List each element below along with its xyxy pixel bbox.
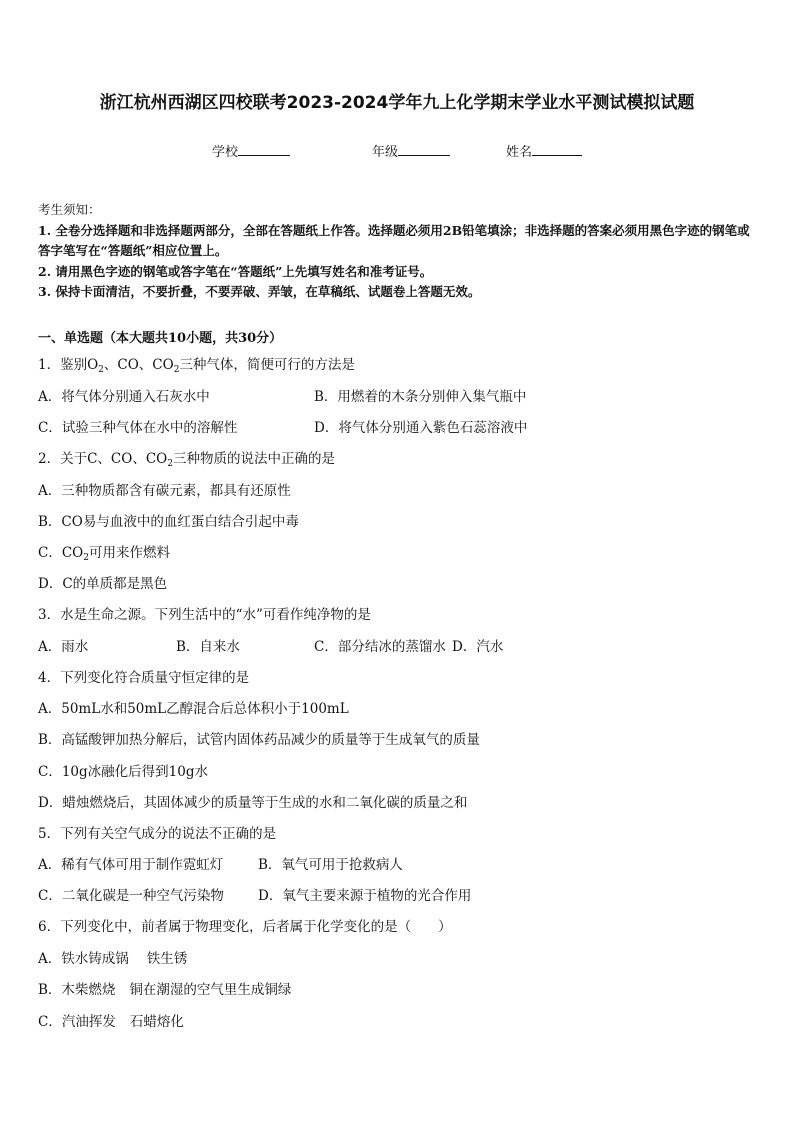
- q5-option-d[interactable]: D．氧气主要来源于植物的光合作用: [258, 888, 472, 904]
- grade-blank[interactable]: [398, 143, 450, 156]
- grade-label: 年级: [372, 145, 399, 160]
- name-label: 姓名: [506, 145, 533, 160]
- q2-option-c-part: C．CO: [38, 545, 84, 561]
- q4-option-c[interactable]: C．10g冰融化后得到10g水: [38, 764, 208, 780]
- q2-option-c-part: 可用来作燃料: [88, 545, 170, 561]
- q1-stem-part: 、CO、CO: [103, 357, 174, 373]
- q2-stem-part: 2．关于C、CO、CO: [38, 451, 168, 467]
- q1-option-d[interactable]: D．将气体分别通入紫色石蕊溶液中: [314, 420, 528, 436]
- question-1-stem: [38, 353, 355, 375]
- q2-sub: 2: [83, 553, 89, 563]
- q1-sub: 2: [173, 365, 180, 375]
- q5-option-a[interactable]: A．稀有气体可用于制作霓虹灯: [38, 857, 224, 873]
- q2-option-c[interactable]: [38, 541, 170, 563]
- q6-option-a-second: 铁生锈: [146, 951, 188, 967]
- q2-stem-part: 三种物质的说法中正确的是: [172, 451, 335, 467]
- question-3-stem: 3．水是生命之源。下列生活中的“水”可看作纯净物的是: [38, 607, 371, 623]
- q1-option-a[interactable]: A．将气体分别通入石灰水中: [38, 389, 210, 405]
- q6-option-b-second: 铜在潮湿的空气里生成铜绿: [129, 982, 292, 998]
- q3-option-c[interactable]: C．部分结冰的蒸馏水: [314, 639, 446, 655]
- q2-option-b[interactable]: B．CO易与血液中的血红蛋白结合引起中毒: [38, 514, 299, 530]
- grade-field[interactable]: [372, 141, 450, 160]
- q4-option-b[interactable]: B．高锰酸钾加热分解后，试管内固体药品减少的质量等于生成氧气的质量: [38, 732, 480, 748]
- school-field[interactable]: [212, 141, 290, 160]
- q2-sub: 2: [167, 459, 173, 469]
- name-blank[interactable]: [532, 143, 582, 156]
- question-2-stem: [38, 447, 335, 469]
- q4-option-a[interactable]: A．50mL水和50mL乙醇混合后总体积小于100mL: [38, 701, 349, 717]
- notice-item-2: 2. 请用黑色字迹的钢笔或答字笔在“答题纸”上先填写姓名和准考证号。: [38, 263, 433, 279]
- q5-option-b[interactable]: B．氧气可用于抢救病人: [258, 857, 403, 873]
- q6-option-a-first: A．铁水铸成锅: [38, 951, 129, 967]
- q4-option-d[interactable]: D．蜡烛燃烧后，其固体减少的质量等于生成的水和二氧化碳的质量之和: [38, 795, 468, 811]
- exam-notice: [38, 200, 758, 303]
- page-title: 浙江杭州西湖区四校联考2023-2024学年九上化学期末学业水平测试模拟试题: [99, 93, 695, 113]
- name-field[interactable]: [506, 141, 582, 160]
- q3-option-d[interactable]: D．汽水: [452, 639, 504, 655]
- school-blank[interactable]: [238, 143, 290, 156]
- q6-option-b[interactable]: [38, 978, 291, 998]
- q5-option-c[interactable]: C．二氧化碳是一种空气污染物: [38, 888, 224, 904]
- school-label: 学校: [212, 145, 239, 160]
- section-title: 一、单选题（本大题共10小题，共30分）: [38, 331, 283, 346]
- q6-option-a[interactable]: [38, 947, 187, 967]
- question-4-stem: 4．下列变化符合质量守恒定律的是: [38, 670, 250, 686]
- q1-sub: 2: [98, 365, 104, 375]
- q1-stem-part: 1．鉴别O: [38, 357, 99, 373]
- q6-option-c-first: C．汽油挥发: [38, 1014, 116, 1030]
- notice-heading: 考生须知：: [38, 202, 101, 217]
- q3-option-b[interactable]: B．自来水: [176, 639, 240, 655]
- q6-option-c-second: 石蜡熔化: [129, 1014, 184, 1030]
- notice-item-1: 1. 全卷分选择题和非选择题两部分，全部在答题纸上作答。选择题必须用2B铅笔填涂；非选择题的答案必须用黑色字迹的钢笔或答字笔写在“答题纸”相应位置上。: [38, 222, 750, 258]
- q1-option-b[interactable]: B．用燃着的木条分别伸入集气瓶中: [314, 389, 527, 405]
- q3-option-a[interactable]: A．雨水: [38, 639, 89, 655]
- q2-option-a[interactable]: A．三种物质都含有碳元素，都具有还原性: [38, 483, 291, 499]
- q6-option-c[interactable]: [38, 1010, 184, 1030]
- q2-option-d[interactable]: D．C的单质都是黑色: [38, 576, 168, 592]
- q1-option-c[interactable]: C．试验三种气体在水中的溶解性: [38, 420, 238, 436]
- notice-item-3: 3. 保持卡面清洁，不要折叠，不要弄破、弄皱，在草稿纸、试题卷上答题无效。: [38, 284, 481, 299]
- q1-stem-part: 三种气体，简便可行的方法是: [179, 357, 355, 373]
- q6-option-b-first: B．木柴燃烧: [38, 982, 116, 998]
- question-5-stem: 5．下列有关空气成分的说法不正确的是: [38, 826, 277, 842]
- question-6-stem: 6．下列变化中，前者属于物理变化，后者属于化学变化的是（ ）: [38, 919, 452, 935]
